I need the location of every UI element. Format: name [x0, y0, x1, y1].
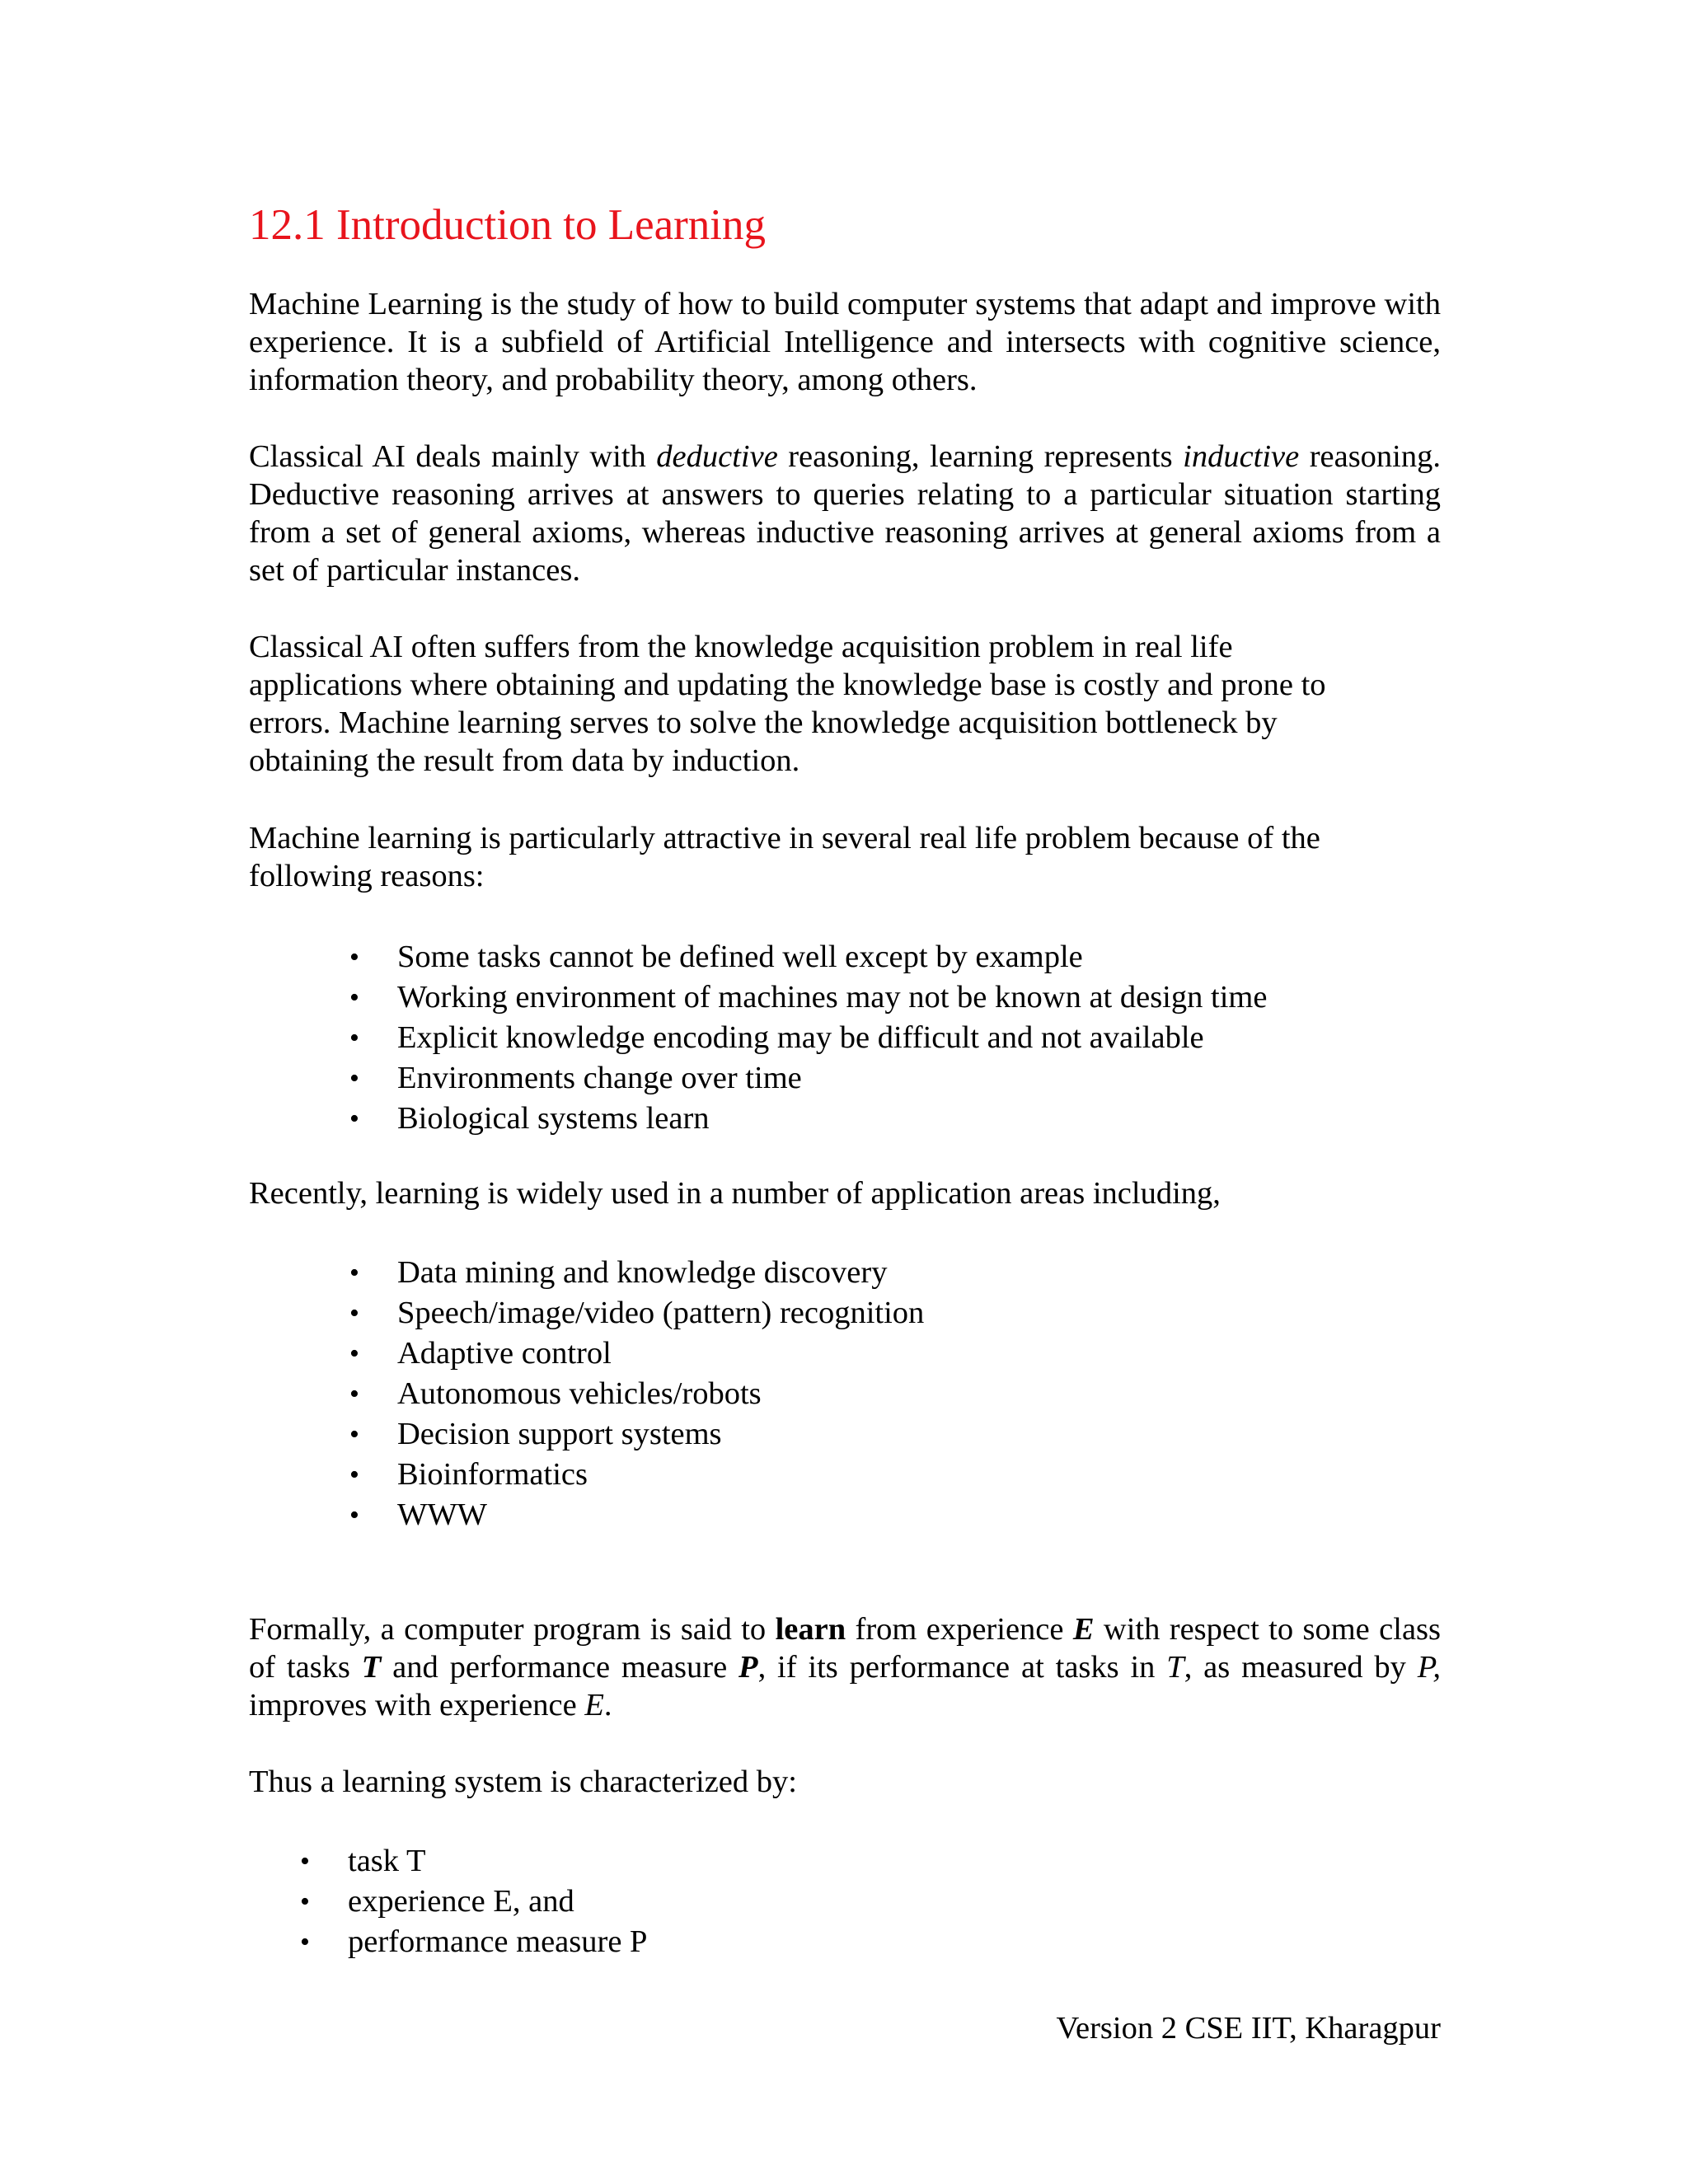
- p6-text-6: , as measured by: [1184, 1650, 1418, 1685]
- p6-italic-e: E: [584, 1688, 604, 1722]
- list-item-text: Working environment of machines may not be known at design time: [397, 980, 1268, 1015]
- paragraph-intro: Machine Learning is the study of how to build computer systems that adapt and improve with experience. It is a subfield of Artificial Intelligence and intersects with cognitive science, information theory, and probability theory, among others.: [249, 287, 1441, 397]
- p3-line-1: Classical AI often suffers from the knowledge acquisition problem in real life: [249, 630, 1233, 664]
- list-item: [300, 1882, 647, 1922]
- p6-text-1: Formally, a computer program is said to: [249, 1612, 776, 1647]
- bullet-glyph: •: [349, 1460, 359, 1490]
- characteristics-list: [300, 1841, 648, 1962]
- list-item: [349, 1099, 1267, 1139]
- list-item: [349, 1495, 924, 1535]
- p6-text-7: improves with experience: [249, 1688, 585, 1722]
- section-heading: 12.1 Introduction to Learning: [249, 201, 767, 249]
- bullet-glyph: •: [349, 1258, 359, 1288]
- bullet-glyph: •: [349, 1338, 359, 1369]
- list-item-text: Environments change over time: [397, 1061, 802, 1095]
- p6-bold-learn: learn: [775, 1612, 846, 1647]
- p6-italic-t: T: [1166, 1650, 1184, 1685]
- list-item-text: performance measure P: [348, 1924, 648, 1959]
- list-item: [349, 1414, 924, 1455]
- list-item-text: Decision support systems: [397, 1417, 722, 1451]
- p4-line-1: Machine learning is particularly attractive in several real life problem because of the: [249, 821, 1320, 855]
- p6-text-8: .: [603, 1688, 612, 1722]
- list-item-text: experience E, and: [348, 1884, 574, 1919]
- p6-italic-p: P,: [1417, 1650, 1441, 1685]
- paragraph-application-areas: Recently, learning is widely used in a number of application areas including,: [249, 1176, 1221, 1211]
- list-item-text: Some tasks cannot be defined well except by example: [397, 940, 1083, 974]
- bullet-glyph: •: [300, 1927, 310, 1957]
- paragraph-attractive: [249, 819, 1441, 895]
- paragraph-characterized: Thus a learning system is characterized by:: [249, 1765, 797, 1799]
- list-item-text: Data mining and knowledge discovery: [397, 1255, 888, 1290]
- p2-text-1: Classical AI deals mainly with: [249, 439, 657, 474]
- list-item: [300, 1841, 647, 1882]
- list-item: [349, 1018, 1267, 1058]
- list-item: [349, 1333, 924, 1374]
- bullet-glyph: •: [300, 1846, 310, 1877]
- list-item: [349, 1455, 924, 1495]
- list-item-text: Autonomous vehicles/robots: [397, 1376, 762, 1411]
- p2-text-2: reasoning, learning represents: [777, 439, 1184, 474]
- list-item-text: WWW: [397, 1497, 488, 1532]
- list-item: [300, 1922, 648, 1962]
- bullet-glyph: •: [349, 982, 359, 1013]
- p6-text-3: with respect to some class of tasks: [249, 1612, 1441, 1685]
- list-item: [349, 1253, 924, 1293]
- p3-line-3: errors. Machine learning serves to solve the knowledge acquisition bottleneck by: [249, 705, 1278, 740]
- page-footer: Version 2 CSE IIT, Kharagpur: [1056, 2011, 1441, 2046]
- list-item: [349, 1374, 924, 1414]
- list-item: [349, 977, 1268, 1018]
- paragraph-knowledge-acquisition: [249, 628, 1441, 780]
- bullet-glyph: •: [349, 1298, 359, 1329]
- paragraph-deductive-inductive: [249, 438, 1441, 589]
- applications-list: [349, 1253, 925, 1535]
- p3-line-4: obtaining the result from data by induction.: [249, 743, 800, 778]
- bullet-glyph: •: [349, 1419, 359, 1450]
- p2-emphasis-inductive: inductive: [1183, 439, 1300, 474]
- p6-text-5: , if its performance at tasks in: [757, 1650, 1167, 1685]
- list-item-text: Speech/image/video (pattern) recognition: [397, 1296, 925, 1330]
- p6-bold-italic-e: E: [1072, 1612, 1095, 1647]
- list-item-text: Adaptive control: [397, 1336, 612, 1371]
- p6-bold-italic-p: P: [738, 1650, 758, 1685]
- bullet-glyph: •: [300, 1886, 310, 1917]
- list-item-text: Biological systems learn: [397, 1101, 710, 1136]
- p3-line-2: applications where obtaining and updating the knowledge base is costly and prone to: [249, 668, 1326, 702]
- p6-text-2: from experience: [846, 1612, 1073, 1647]
- list-item: [349, 1293, 925, 1333]
- p6-text-4: and performance measure: [381, 1650, 739, 1685]
- bullet-glyph: •: [349, 1379, 359, 1409]
- reasons-list: [349, 937, 1268, 1139]
- list-item: [349, 1058, 1267, 1099]
- p6-bold-italic-t: T: [361, 1650, 382, 1685]
- bullet-glyph: •: [349, 1063, 359, 1094]
- p2-text-3: reasoning. Deductive reasoning arrives at answers to queries relating to a particular situation starting from a set of general axioms, whereas inductive reasoning arrives at general axioms from a set of particular instances.: [249, 439, 1441, 588]
- bullet-glyph: •: [349, 942, 359, 972]
- list-item-text: task T: [348, 1844, 426, 1878]
- p2-emphasis-deductive: deductive: [656, 439, 778, 474]
- p4-line-2: following reasons:: [249, 859, 485, 893]
- paragraph-formal-definition: [249, 1610, 1441, 1724]
- list-item-text: Explicit knowledge encoding may be difficult and not available: [397, 1020, 1204, 1055]
- bullet-glyph: •: [349, 1500, 359, 1530]
- bullet-glyph: •: [349, 1104, 359, 1134]
- list-item-text: Bioinformatics: [397, 1457, 588, 1492]
- bullet-glyph: •: [349, 1023, 359, 1053]
- list-item: [349, 937, 1267, 977]
